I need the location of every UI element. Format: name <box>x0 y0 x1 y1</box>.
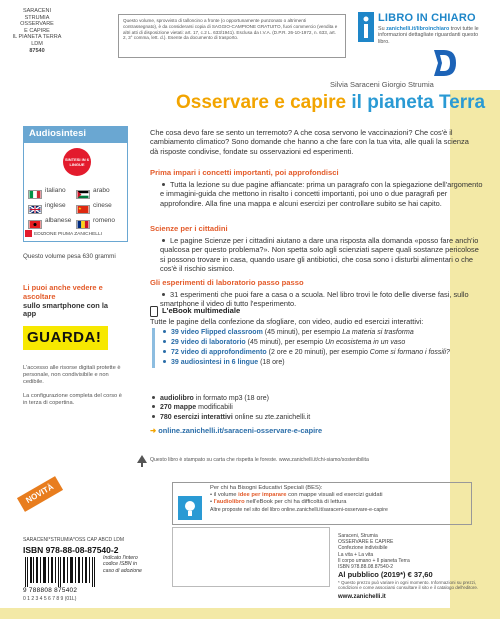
china-flag-icon <box>76 205 90 214</box>
forest-notice: Questo libro è stampato su carta che rispetta le foreste. www.zanichelli.it/chi-siamo/sostenibilita <box>150 457 369 463</box>
isbn-note: Indicato l'intero codice ISBN in caso di adozione <box>103 555 142 574</box>
ebook-heading: L'eBook multimediale <box>162 306 241 315</box>
language-label: cinese <box>93 202 112 209</box>
list-item: 780 esercizi interattivi online su zte.zanichelli.it <box>150 413 475 422</box>
tablet-icon <box>150 306 158 317</box>
section-text: 31 esperimenti che puoi fare a casa o a scuola. Nel libro trovi le foto delle diverse fasi, sullo smartphone il video di tutto l'esperimento. <box>160 290 469 309</box>
idee-per-imparare-icon <box>178 496 202 520</box>
section-heading: Gli esperimenti di laboratorio passo passo <box>150 278 304 287</box>
barcode-number: 9 788808 875402 <box>23 587 78 594</box>
section-heading: Scienze per i cittadini <box>150 224 228 233</box>
section-text: Tutta la lezione su due pagine affiancate: prima un paragrafo con la spiegazione dell'argomento e immagini-guida che mettono in risalto i concetti importanti, poi uno o due paragrafi per approfondire. Alla fine una mappa e alcuni esercizi per controllare subito se hai capito. <box>160 180 483 208</box>
romania-flag-icon <box>76 220 90 229</box>
libro-in-chiaro-link[interactable]: zanichelli.it/libroinchiaro <box>386 26 450 32</box>
list-item: 39 audiosintesi in 6 lingue (18 ore) <box>161 358 461 368</box>
italy-flag-icon <box>28 190 42 199</box>
spine-code: SARACENI STRUMIA OSSERVARE E CAPIRE IL PIANETA TERRA LDM 87540 <box>12 8 62 54</box>
intro-paragraph: Che cosa devo fare se sento un terremoto? A che cosa servono le vaccinazioni? Che cos'è il cambiamento climatico? Sono domande che hanno a che fare con la tua vita, alle quali la scienza dà risposte condivise, fondate su osservazioni ed esperimenti. <box>150 128 469 156</box>
weight-info: Questo volume pesa 630 grammi <box>23 253 116 260</box>
sintesi-badge: SINTESI IN 6 LINGUE <box>63 148 91 176</box>
section-heading: Prima impari i concetti importanti, poi approfondisci <box>150 168 339 177</box>
decorative-yellow-bottom <box>0 608 500 619</box>
list-item: audiolibro in formato mp3 (18 ore) <box>150 394 475 403</box>
extras-list <box>150 394 475 422</box>
language-label: italiano <box>45 187 66 194</box>
feather-icon <box>25 230 32 237</box>
info-box <box>172 527 330 587</box>
zanichelli-url[interactable]: www.zanichelli.it <box>338 594 386 600</box>
audiosintesi-label: Audiosintesi <box>23 126 128 142</box>
guarda-description: Li puoi anche vedere e ascoltare sullo smartphone con la app <box>23 283 109 319</box>
barcode-icon <box>23 557 101 587</box>
access-info: L'accesso alle risorse digitali protette è personale, non condivisibile e non cedibile. La configurazione completa del corso è in terza di copertina. <box>23 365 122 406</box>
forest-tree-icon <box>137 455 147 467</box>
guarda-app-logo: GUARDA! <box>23 326 108 350</box>
barcode-small: 0 1 2 3 4 5 6 7 8 9 (01L) <box>23 596 77 602</box>
list-item: 72 video di approfondimento (2 ore e 20 minuti), per esempio Come si formano i fossili? <box>161 348 461 358</box>
language-label: inglese <box>45 202 66 209</box>
language-label: arabo <box>93 187 110 194</box>
language-label: romeno <box>93 217 116 224</box>
info-i-icon <box>358 12 374 42</box>
list-item: 39 video Flipped classroom (45 minuti), per esempio La materia si trasforma <box>161 328 461 338</box>
list-item: 270 mappe modificabili <box>150 403 475 412</box>
novita-badge: NOVITÀ <box>17 476 63 512</box>
free-sample-notice: Questo volume, sprovvisto di talloncino a fronte (o opportunamente punzonato o altrimenti contrassegnato), è da considerarsi copia di SAGGIO-CAMPIONE GRATUITO, fuori commercio (vendita e altri atti di disposizione vietati: art. 17, c.2 L. 633/1941). Esclusa da I.V.A. (D.P.R. 26-10-1972, n. 633, art. 2, 3° comma, lett. d.). Esente da documento di trasporto. <box>118 14 346 58</box>
libro-in-chiaro-title: LIBRO IN CHIARO <box>378 12 476 24</box>
video-list <box>152 328 461 368</box>
isbn-main: ISBN 978-88-08-87540-2 <box>23 545 119 555</box>
section-text: Le pagine Scienze per i cittadini aiutano a dare una risposta alla domanda «posso fare anch'io qualcosa per questo problema?». Non spetta solo agli scienziati sapere quali sostanze pericolose si possono trovare in casa, quando usare gli antibiotici, che cosa sono i disturbi alimentari o che cos'è il rischio sismico. <box>160 236 479 274</box>
book-title: Osservare e capire il pianeta Terra <box>176 92 486 113</box>
online-link[interactable]: ➜ online.zanichelli.it/saraceni-osservare-e-capire <box>150 426 323 435</box>
isbn-code-line: SARACENI*STRUMIA*OSS CAP ABCD LDM <box>23 537 125 543</box>
list-item: 29 video di laboratorio (45 minuti), per esempio Un ecosistema in un vaso <box>161 338 461 348</box>
ebook-text: Tutte le pagine della confezione da sfogliare, con video, audio ed esercizi interattivi: <box>150 317 424 326</box>
libro-in-chiaro-text: Su zanichelli.it/libroinchiaro trovi tutte le informazioni dettagliate riguardanti questo libro. <box>378 26 479 45</box>
zanichelli-d-logo <box>428 47 460 79</box>
price: Al pubblico (2019*) € 37,60 <box>338 570 433 579</box>
bes-text: Per chi ha Bisogni Educativi Speciali (BES): • il volume idee per imparare con mappe visuali ed esercizi guidati • l'audiolibro nell'eBook per chi ha difficoltà di lettura Altre proposte nel sito del libro online.zanichelli.it/saraceni-osservare-e-capire <box>210 485 388 513</box>
authors: Silvia Saraceni Giorgio Strumia <box>330 80 434 89</box>
edizione-piuma: EDIZIONE PIUMA ZANICHELLI <box>25 230 123 240</box>
arab-flag-icon <box>76 190 90 199</box>
albania-flag-icon <box>28 220 42 229</box>
uk-flag-icon <box>28 205 42 214</box>
price-details: Saraceni, Strumia OSSERVARE E CAPIRE Confezione indivisibile La vita + La vita Il corpo umano + Il pianeta Terra ISBN 978.88.08.87540-2 <box>338 533 410 571</box>
price-fine-print: * Questo prezzo può variare in ogni momento. Informazioni su prezzi, condizioni e come associarsi consultare il sito e il catalogo dell'editore. <box>338 580 479 591</box>
language-label: albanese <box>45 217 72 224</box>
